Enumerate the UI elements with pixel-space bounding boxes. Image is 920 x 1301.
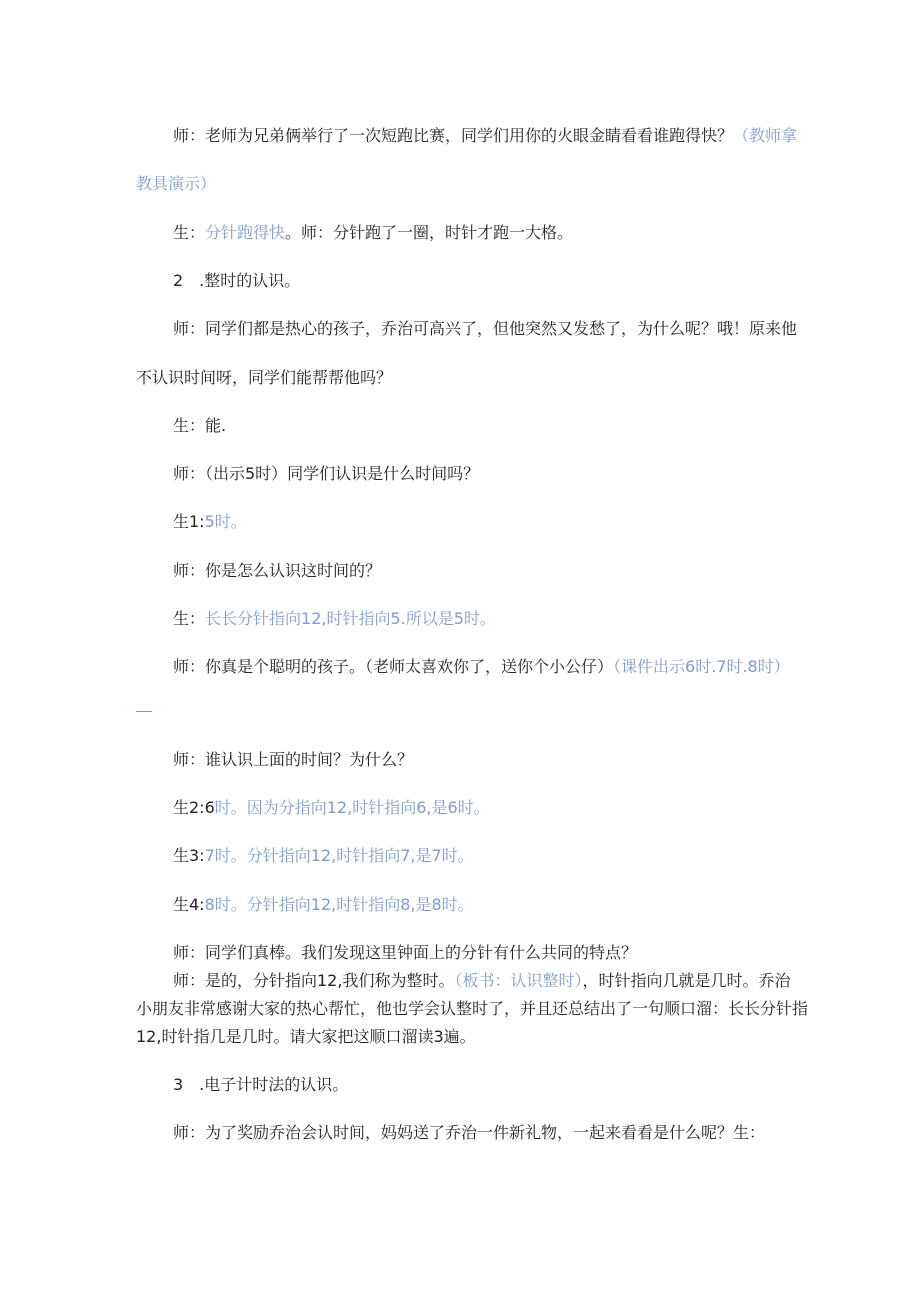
paragraph-whole-hour-cont2: 12,时针指几是几时。请大家把这顺口溜读3遍。 [136,1027,476,1046]
stage-direction-cont: 教具演示） [136,174,217,193]
section-heading-2: 2 .整时的认识。 [173,271,301,290]
teacher-line: 师：你真是个聪明的孩子。（老师太喜欢你了，送你个小公仔） [173,657,614,676]
answer-text: 长长分针指向12,时针指向5.所以是5时。 [205,609,496,628]
speaker-label: 生3: [173,846,205,865]
answer-text: 分针跑得快 [205,223,286,242]
paragraph-student-3 [173,845,474,867]
teacher-line: 师：是的，分针指向12,我们称为整时。 [173,971,455,990]
paragraph-george-cont: 不认识时间呀，同学们能帮帮他吗？ [136,368,393,387]
paragraph-student-answer [173,222,573,244]
paragraph-student-explain [173,608,496,630]
paragraph-student-2 [173,797,490,819]
board-note: （板书：认识整时） [454,971,583,990]
answer-text: 8时。分针指向12,时针指向8,是8时。 [204,895,474,914]
answer-text: 5时。 [204,512,247,531]
paragraph-student-yes: 生：能. [173,416,227,435]
paragraph-great: 师：同学们真棒。我们发现这里钟面上的分针有什么共同的特点？ [173,943,638,962]
teacher-line-cont: ，时针指向几就是几时。乔治 [582,971,791,990]
paragraph-whole-hour [173,970,790,992]
paragraph-george: 师：同学们都是热心的孩子，乔治可高兴了，但他突然又发愁了，为什么呢？哦！原来他 [173,319,798,338]
paragraph-smart-child [173,656,790,678]
teacher-line: 师：老师为兄弟俩举行了一次短跑比赛，同学们用你的火眼金睛看看谁跑得快？ [173,126,734,145]
teacher-line: 。师：分针跑了一圈，时针才跑一大格。 [285,223,574,242]
stage-direction: （课件出示6时.7时.8时） [613,657,790,676]
paragraph-student-4 [173,894,474,916]
paragraph-reward: 师：为了奖励乔治会认时间，妈妈送了乔治一件新礼物，一起来看看是什么呢？生： [173,1123,766,1142]
continuation-mark [136,711,152,712]
speaker-label: 生： [173,609,206,628]
answer-text: 时。因为分指向12,时针指向6,是6时。 [214,798,490,817]
paragraph-student-1 [173,511,247,533]
answer-text: 7时。分针指向12,时针指向7,是7时。 [204,846,474,865]
paragraph-how: 师：你是怎么认识这时间的？ [173,561,382,580]
paragraph-who-knows: 师：谁认识上面的时间？为什么？ [173,750,414,769]
speaker-label: 生2:6 [173,798,215,817]
speaker-label: 生： [173,223,206,242]
speaker-label: 生1: [173,512,205,531]
paragraph-race [173,125,797,147]
speaker-label: 生4: [173,895,205,914]
paragraph-show-5: 师：（出示5时）同学们认识是什么时间吗？ [173,464,480,483]
stage-direction: （教师拿 [733,126,798,145]
section-heading-3: 3 .电子计时法的认识。 [173,1075,349,1094]
paragraph-whole-hour-cont: 小朋友非常感谢大家的热心帮忙，他也学会认整时了，并且还总结出了一句顺口溜：长长分针指 [136,999,809,1018]
